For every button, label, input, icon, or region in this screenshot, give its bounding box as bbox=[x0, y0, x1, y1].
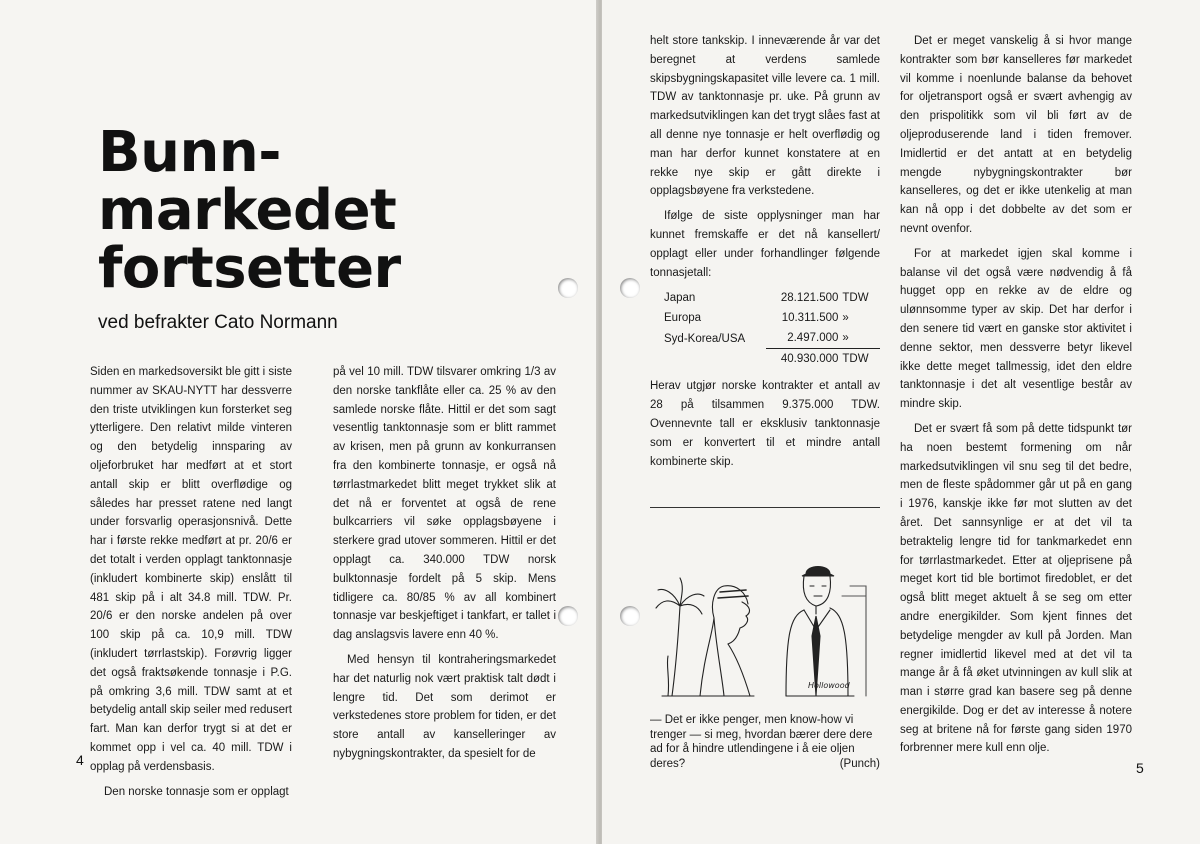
row-value: 10.311.500 bbox=[781, 312, 839, 325]
paragraph: Det er svært få som på dette tidspunkt tør ha noen bestemt formening om når markedsutviklingen vil snu seg til det bedre, men de fleste spådommer går ut på en gang i 1976, kanskje ikke før mot slutten av det året. Det sannsynlige er at det vil ta betraktelig lengre tid for tankmarkedet enn for tørrlastmarkedet. Etter at oljeprisene på meget kort tid ble bortimot firedoblet, er det også blitt meget aktuelt å se seg om etter andre energikilder. Som kjent finnes det betydelige mengder av kull på Jorden. Man regner imidlertid likevel med at det vil ta mange år å få øket utvinningen av kull slik at man i større grad kan basere seg på denne energikilde. Dog er det av interesse å notere seg at britene nå for første gang siden 1970 forbrenner mere kull enn olje. bbox=[900, 422, 1132, 755]
punch-hole bbox=[558, 278, 578, 298]
title-line-3: fortsetter bbox=[98, 236, 401, 301]
column-3 bbox=[650, 32, 880, 477]
cartoon-caption bbox=[650, 713, 880, 771]
title-line-2: markedet bbox=[98, 178, 397, 243]
businessman-face bbox=[803, 576, 830, 606]
paragraph: Ifølge de siste opplysninger man har kunnet fremskaffe er det nå kansellert/ opplagt eller under forhandlinger følgende tonnasjetall: bbox=[650, 210, 880, 279]
paragraph: på vel 10 mill. TDW tilsvarer omkring 1/3 av den norske tankflåte eller ca. 25 % av den samlede norske flåte. Hittil er det som sagt vesentlig tanktonnasje som er blitt rammet av krisen, men på grunn av konkurransen fra den kombinerte tonnasje, er også nå tørrlastmarkedet blitt meget trykket slik at det nå er forventet at også de rene bulkcarriers vil søke opplagsbøyene i sterkere grad utover sommeren. Hittil er det opplagt ca. 340.000 TDW norsk bulktonnasje fordelt på 5 skip. Mens tidligere ca. 80/85 % av all kombinert tonnasje var beskjeftiget i tankfart, er tallet i dag anslagsvis lavere enn 40 %. bbox=[333, 366, 556, 642]
row-value: 2.497.000 bbox=[787, 332, 839, 345]
page-number-right: 5 bbox=[1136, 760, 1144, 776]
table-total-row bbox=[664, 349, 880, 370]
paragraph: Herav utgjør norske kontrakter et antall av 28 på tilsammen 9.375.000 TDW. Ovennevnte tall er eksklusiv tanktonnasje som er konvertert til et mindre antall kombinerte skip. bbox=[650, 380, 880, 468]
total-unit: TDW bbox=[838, 349, 880, 370]
total-value: 40.930.000 bbox=[766, 349, 838, 370]
sheikh-face bbox=[728, 602, 749, 644]
table-row bbox=[664, 328, 880, 349]
row-unit: TDW bbox=[842, 292, 869, 305]
row-unit: » bbox=[842, 332, 849, 345]
caption-source: (Punch) bbox=[839, 757, 880, 770]
bowler-hat bbox=[802, 567, 834, 577]
paragraph: Med hensyn til kontraheringsmarkedet har det naturlig nok vært praktisk talt dødt i lengre tid. Det som derimot er verkstedenes store problem for tiden, er det store antall av kanselleringer av nybygningskontrakter, da spesielt for de bbox=[333, 653, 556, 760]
right-page bbox=[602, 0, 1200, 844]
punch-hole bbox=[620, 606, 640, 626]
row-value: 28.121.500 bbox=[780, 292, 839, 305]
paragraph: For at markedet igjen skal komme i balanse vil det også være nødvendig å få hugget opp en rekke av de eldre og ulønnsomme typer av skip. Det har derfor i den senere tid vært en ganske stor aktivitet i denne sektor, men dessverre betyr likevel ikke dette meget tallmessig, idet den eldre tanktonnasje i det alt vesentlige består av mindre skip. bbox=[900, 247, 1132, 411]
table-row bbox=[664, 288, 880, 308]
section-divider bbox=[650, 507, 880, 508]
row-label: Syd-Korea/USA bbox=[664, 332, 746, 345]
sheikh-headdress bbox=[700, 586, 724, 696]
row-label: Europa bbox=[664, 312, 702, 325]
table-row bbox=[664, 308, 880, 328]
column-2 bbox=[333, 363, 556, 770]
title-line-1: Bunn- bbox=[98, 120, 282, 185]
row-label: Japan bbox=[664, 292, 696, 305]
row-unit: » bbox=[842, 312, 849, 325]
page-number-left: 4 bbox=[76, 752, 84, 768]
tonnage-table bbox=[664, 288, 880, 369]
left-page bbox=[0, 0, 598, 844]
article-title bbox=[98, 120, 401, 301]
paragraph: Siden en markedsoversikt ble gitt i siste nummer av SKAU-NYTT har dessverre den triste utviklingen kun forsterket seg ytterligere. Den relativt milde vinteren og den betydelig innsparing av oljeforbruket har medført at et stort antall skip er blitt overflødige og således har presset ratene ned langt under forsvarlig operasjonsnivå. Dette har i første rekke medført at pr. 20/6 er det totalt i verden opplagt tanktonnasje (inkludert kombinerte skip) enslått til 481 skip på i alt 34.8 mill. TDW. Pr. 20/6 er den norske andelen på over 100 skip på ca. 10,9 mill. TDW (inkludert tørrlastskip). Forøvrig ligger det også fraktsøkende tonnasje i P.G. på omkring 3,6 mill. TDW samt at et betydelig antall skip seiler med redusert fart. Man kan derfor trygt si at det er kommet opp i vel ca. 40 mill. TDW i opplag på verdensbasis. bbox=[90, 366, 292, 773]
paragraph: Den norske tonnasje som er opplagt bbox=[104, 785, 289, 798]
cartoon-illustration bbox=[654, 546, 878, 710]
punch-hole bbox=[558, 606, 578, 626]
column-4 bbox=[900, 32, 1132, 764]
cartoon-signature: Hollowood bbox=[808, 681, 850, 690]
punch-hole bbox=[620, 278, 640, 298]
palm-trunk bbox=[672, 606, 680, 696]
byline: ved befrakter Cato Normann bbox=[98, 312, 338, 333]
sheikh-robe bbox=[714, 618, 750, 696]
column-1 bbox=[90, 363, 292, 807]
paragraph: helt store tankskip. I inneværende år var det beregnet at verdens samlede skipsbygningskapasitet ville levere ca. 1 mill. TDW av tanktonnasje pr. uke. På grunn av markedsutviklingen kan det trygt slåes fast at all denne nye tonnasje er helt overflødig og man har derfor kunnet konstatere at en rekke nye skip er gått direkte i opplagsbøyene fra verkstedene. bbox=[650, 35, 880, 198]
paragraph: Det er meget vanskelig å si hvor mange kontrakter som bør kanselleres før markedet vil komme i noenlunde balanse da behovet for oljetransport også er svært avhengig av den prispolitikk som vil bli ført av de oljeproduserende land i tiden fremover. Imidlertid er det antatt at en betydelig mengde nybygningskontrakter bør kanselleres, og det er ikke utenkelig at man kan nå opp i det dobbelte av det som er nevnt ovenfor. bbox=[900, 35, 1132, 235]
caption-text: — Det er ikke penger, men know-how vi trenger — si meg, hvordan bærer dere dere ad for å hindre utlendingene i å eie oljen deres? bbox=[650, 714, 873, 770]
